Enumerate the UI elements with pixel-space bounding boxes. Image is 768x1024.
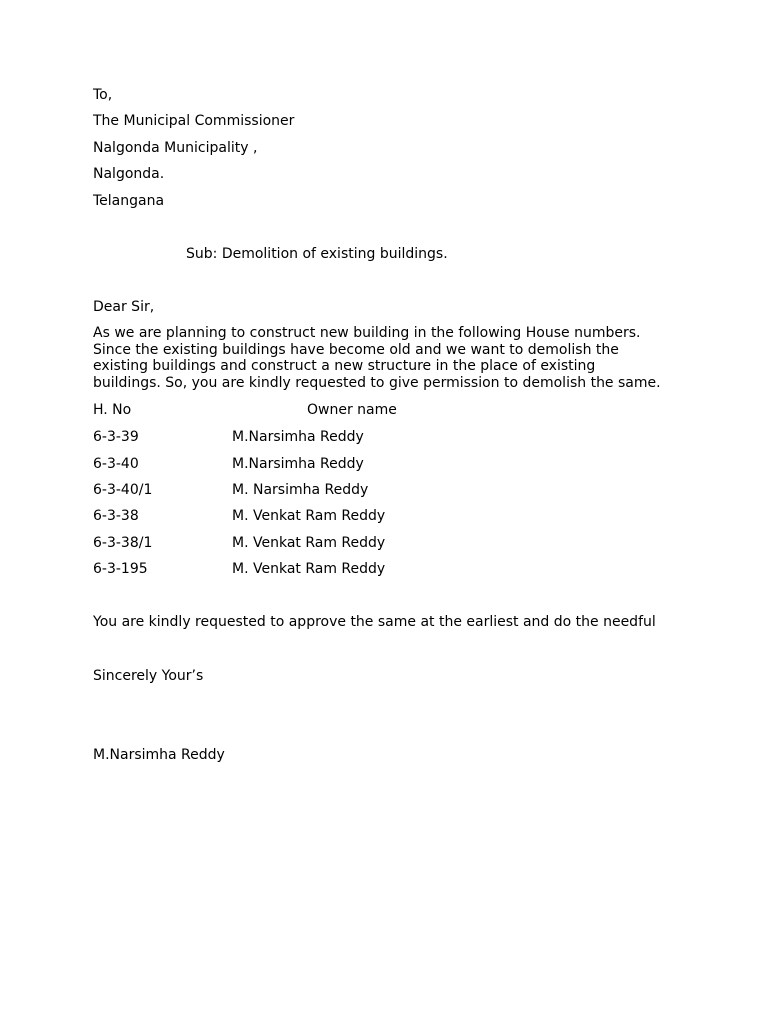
closing-phrase: Sincerely Your’s [93, 668, 204, 684]
table-header-hno: H. No [93, 402, 132, 418]
table-cell-owner: M.Narsimha Reddy [232, 456, 364, 472]
address-state: Telangana [93, 193, 165, 209]
table-cell-hno: 6-3-38/1 [93, 535, 153, 551]
table-cell-owner: M.Narsimha Reddy [232, 429, 364, 445]
table-cell-owner: M. Venkat Ram Reddy [232, 561, 386, 577]
table-cell-owner: M. Venkat Ram Reddy [232, 508, 386, 524]
table-cell-hno: 6-3-40 [93, 456, 139, 472]
table-cell-hno: 6-3-40/1 [93, 482, 153, 498]
table-cell-owner: M. Venkat Ram Reddy [232, 535, 386, 551]
body-line: Since the existing buildings have become old and we want to demolish the [93, 341, 619, 358]
body-line: existing buildings and construct a new structure in the place of existing [93, 358, 596, 374]
body-line: buildings. So, you are kindly requested to give permission to demolish the same. [93, 374, 661, 391]
signature-name: M.Narsimha Reddy [93, 747, 225, 763]
table-cell-hno: 6-3-39 [93, 429, 139, 445]
table-cell-hno: 6-3-38 [93, 508, 139, 524]
salutation: Dear Sir, [93, 299, 155, 315]
table-cell-hno: 6-3-195 [93, 561, 148, 577]
subject-line: Sub: Demolition of existing buildings. [186, 246, 448, 262]
body-paragraph [93, 325, 693, 391]
address-to: To, [93, 87, 113, 103]
address-municipality: Nalgonda Municipality , [93, 140, 258, 156]
table-cell-owner: M. Narsimha Reddy [232, 482, 369, 498]
table-header-owner: Owner name [307, 402, 397, 418]
address-city: Nalgonda. [93, 166, 165, 182]
body-line: As we are planning to construct new building in the following House numbers. [93, 325, 641, 341]
closing-request: You are kindly requested to approve the same at the earliest and do the needful [93, 614, 656, 630]
address-recipient: The Municipal Commissioner [93, 113, 295, 129]
